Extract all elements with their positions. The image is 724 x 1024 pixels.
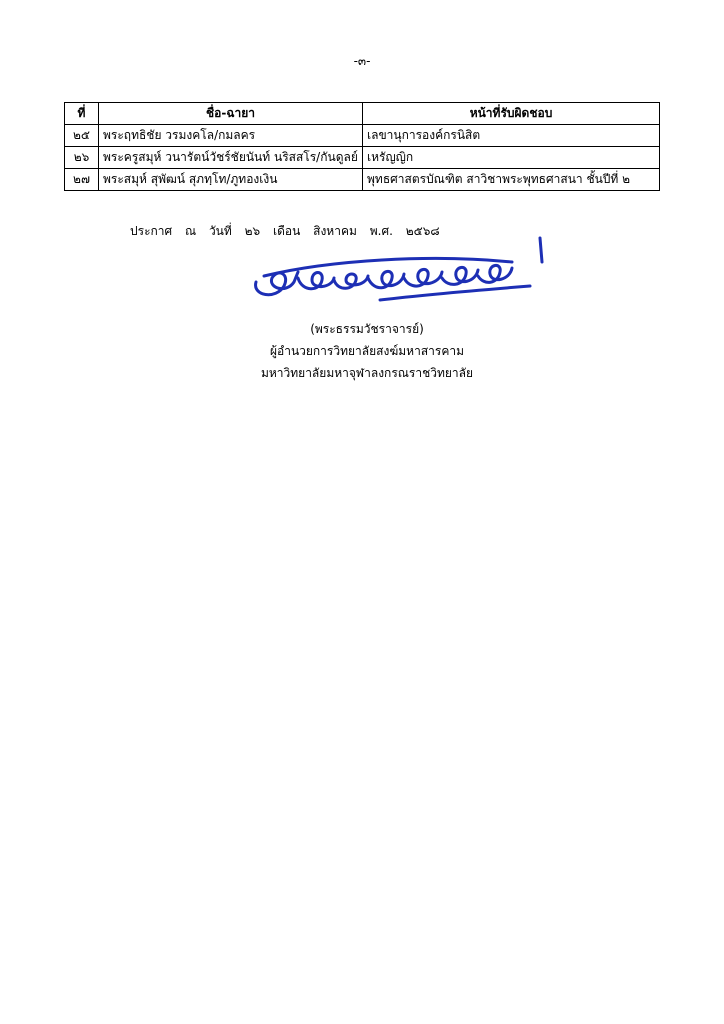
- row-name: พระฤทธิชัย วรมงคโล/กมลคร: [99, 125, 363, 147]
- page-number: -๓-: [353, 54, 371, 68]
- table-row: [65, 169, 660, 191]
- announce-year: ๒๕๖๘: [405, 224, 440, 238]
- announce-month: สิงหาคม: [313, 224, 357, 238]
- signer-institution: มหาวิทยาลัยมหาจุฬาลงกรณราชวิทยาลัย: [260, 366, 474, 380]
- header-role: หน้าที่รับผิดชอบ: [363, 103, 660, 125]
- signer-name: (พระธรรมวัชราจารย์): [310, 322, 424, 336]
- handwritten-signature: [250, 234, 560, 314]
- table-row: [65, 125, 660, 147]
- committee-table: [64, 102, 660, 191]
- row-no: ๒๖: [65, 147, 99, 169]
- row-name: พระครูสมุห์ วนารัตน์วัชร์ชัยนันท์ นริสสโร/กันดูลย์: [99, 147, 363, 169]
- signer-block: [222, 318, 512, 384]
- table-row: [65, 147, 660, 169]
- table-header-row: [65, 103, 660, 125]
- announce-at: ณ: [184, 224, 197, 238]
- header-name: ชื่อ-ฉายา: [99, 103, 363, 125]
- signer-position: ผู้อำนวยการวิทยาลัยสงฆ์มหาสารคาม: [269, 344, 465, 358]
- row-no: ๒๕: [65, 125, 99, 147]
- row-role: เหรัญญิก: [363, 147, 660, 169]
- row-name: พระสมุห์ สุพัฒน์ สุภทฺโท/ภูทองเงิน: [99, 169, 363, 191]
- announce-day-label: วันที่: [208, 224, 232, 238]
- row-role: พุทธศาสตรบัณฑิต สาวิชาพระพุทธศาสนา ชั้นปีที่ ๒: [363, 169, 660, 191]
- announce-era: พ.ศ.: [369, 224, 393, 238]
- announce-day: ๒๖: [244, 224, 261, 238]
- header-no: ที่: [65, 103, 99, 125]
- row-role: เลขานุการองค์กรนิสิต: [363, 125, 660, 147]
- announce-label: ประกาศ: [130, 224, 173, 238]
- announce-month-label: เดือน: [272, 224, 301, 238]
- row-no: ๒๗: [65, 169, 99, 191]
